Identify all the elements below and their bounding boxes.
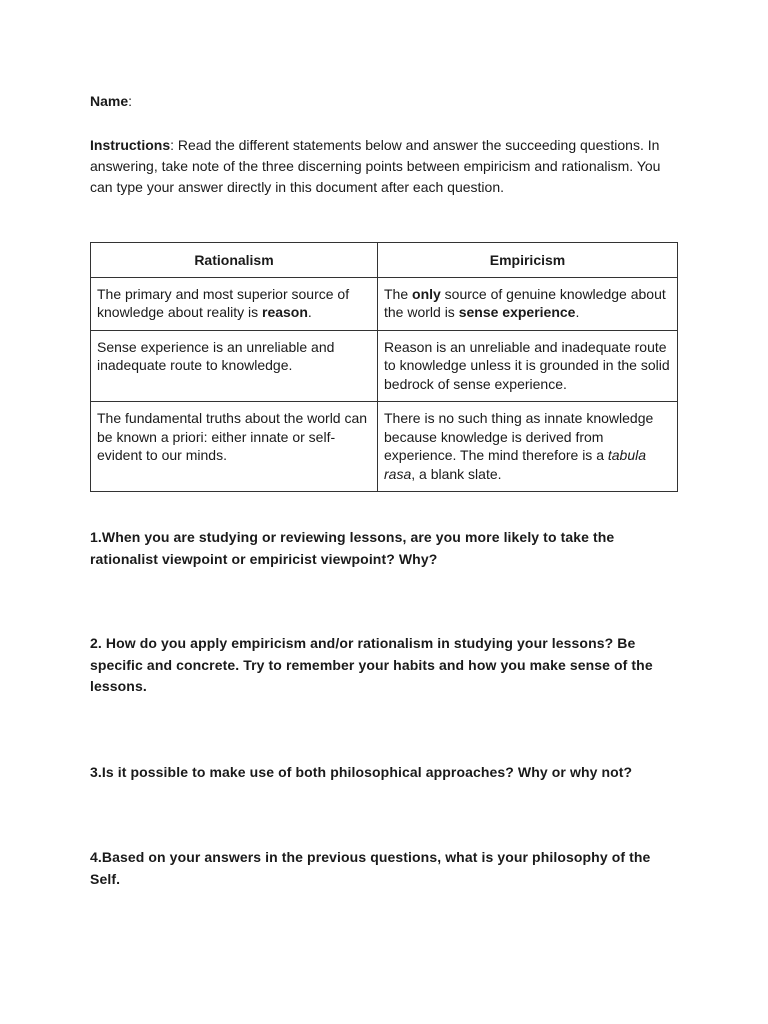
cell-text: . — [575, 304, 580, 320]
cell-text: The primary and most superior source of knowledge about reality is — [97, 285, 350, 320]
table-row — [91, 402, 678, 492]
table-header-row — [91, 243, 678, 278]
cell-bold-text: only — [412, 285, 441, 302]
comparison-table — [90, 242, 678, 492]
name-label: Name — [90, 93, 129, 109]
cell-text: source of genuine knowledge about the world is — [384, 285, 666, 320]
cell-text: There is no such thing as innate knowledge because knowledge is derived from experience. The mind therefore is a — [384, 410, 654, 463]
name-colon: : — [128, 93, 133, 109]
empiricism-cell-3 — [378, 402, 678, 492]
name-field[interactable] — [90, 93, 132, 109]
instructions-paragraph — [90, 135, 686, 198]
rationalism-cell-2: Sense experience is an unreliable and inadequate route to knowledge. — [91, 330, 378, 402]
instructions-text: : Read the different statements below and answer the succeeding questions. In answering, take note of the three discerning points between empiricism and rationalism. You can type your answer directly in this document after each question. — [90, 137, 661, 195]
header-rationalism: Rationalism — [91, 243, 378, 278]
table-row — [91, 330, 678, 402]
empiricism-cell-2: Reason is an unreliable and inadequate route to knowledge unless it is grounded in the solid bedrock of sense experience. — [378, 330, 678, 402]
instructions-label: Instructions — [90, 137, 171, 153]
cell-text: . — [307, 304, 312, 320]
cell-italic-text: tabula rasa — [384, 447, 647, 482]
cell-text: The — [384, 285, 413, 302]
empiricism-cell-1 — [378, 277, 678, 330]
rationalism-cell-1 — [91, 277, 378, 330]
cell-text: , a blank slate. — [411, 465, 502, 482]
cell-bold-text: sense experience — [458, 304, 576, 320]
cell-bold-text: reason — [262, 304, 308, 320]
header-empiricism: Empiricism — [378, 243, 678, 278]
table-row — [91, 277, 678, 330]
rationalism-cell-3: The fundamental truths about the world can be known a priori: either innate or self-evident to our minds. — [91, 402, 378, 492]
question-2: 2. How do you apply empiricism and/or rationalism in studying your lessons? Be specific and concrete. Try to remember your habits and how you make sense of the lessons. — [90, 635, 653, 694]
question-4: 4.Based on your answers in the previous questions, what is your philosophy of the Self. — [90, 849, 651, 887]
question-3: 3.Is it possible to make use of both philosophical approaches? Why or why not? — [90, 764, 633, 780]
question-1: 1.When you are studying or reviewing lessons, are you more likely to take the rationalist viewpoint or empiricist viewpoint? Why? — [90, 529, 615, 567]
